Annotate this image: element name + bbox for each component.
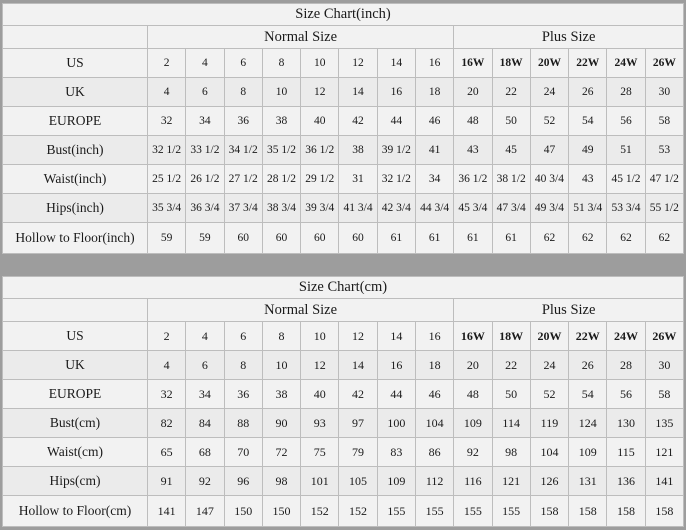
cell: 65 [148, 438, 186, 467]
cell: 62 [607, 223, 645, 254]
size-chart-cm-table [2, 276, 684, 527]
table-row [3, 467, 684, 496]
cell: 31 [339, 165, 377, 194]
cell: 100 [377, 409, 415, 438]
cell: 152 [339, 496, 377, 527]
cell: 45 1/2 [607, 165, 645, 194]
group-row-corner [3, 26, 148, 49]
cell: 6 [224, 322, 262, 351]
cell: 58 [645, 380, 683, 409]
cell: 62 [530, 223, 568, 254]
cell: 24W [607, 322, 645, 351]
cell: 44 3/4 [415, 194, 453, 223]
cell: 62 [645, 223, 683, 254]
cell: 4 [148, 78, 186, 107]
cell: 40 [301, 380, 339, 409]
group-row-corner [3, 299, 148, 322]
cell: 22 [492, 78, 530, 107]
cell: 75 [301, 438, 339, 467]
table-row [3, 351, 684, 380]
row-label: US [3, 49, 148, 78]
table-row [3, 223, 684, 254]
cell: 16 [377, 78, 415, 107]
row-label: Bust(inch) [3, 136, 148, 165]
cell: 135 [645, 409, 683, 438]
table-row [3, 165, 684, 194]
cell: 25 1/2 [148, 165, 186, 194]
cell: 35 1/2 [262, 136, 300, 165]
cell: 109 [377, 467, 415, 496]
table-title-row [3, 277, 684, 299]
table-row [3, 136, 684, 165]
cell: 26W [645, 322, 683, 351]
cell: 10 [301, 49, 339, 78]
cell: 32 [148, 380, 186, 409]
cell: 121 [492, 467, 530, 496]
cell: 54 [569, 380, 607, 409]
cell: 61 [415, 223, 453, 254]
cell: 18W [492, 49, 530, 78]
cell: 93 [301, 409, 339, 438]
cell: 61 [492, 223, 530, 254]
table-row [3, 409, 684, 438]
cell: 6 [224, 49, 262, 78]
cell: 44 [377, 107, 415, 136]
cell: 90 [262, 409, 300, 438]
row-label: Hollow to Floor(inch) [3, 223, 148, 254]
cell: 26W [645, 49, 683, 78]
cell: 35 3/4 [148, 194, 186, 223]
cell: 119 [530, 409, 568, 438]
cell: 36 1/2 [454, 165, 492, 194]
row-label: EUROPE [3, 380, 148, 409]
cell: 10 [262, 351, 300, 380]
cell: 42 3/4 [377, 194, 415, 223]
cell: 16 [415, 49, 453, 78]
chart-title: Size Chart(cm) [3, 277, 684, 299]
cell: 2 [148, 49, 186, 78]
cell: 50 [492, 380, 530, 409]
cell: 6 [186, 351, 224, 380]
cell: 49 3/4 [530, 194, 568, 223]
cell: 43 [569, 165, 607, 194]
cell: 28 [607, 78, 645, 107]
cell: 62 [569, 223, 607, 254]
cell: 104 [415, 409, 453, 438]
cell: 97 [339, 409, 377, 438]
cell: 4 [186, 322, 224, 351]
cell: 12 [301, 78, 339, 107]
cell: 136 [607, 467, 645, 496]
cell: 109 [569, 438, 607, 467]
cell: 92 [454, 438, 492, 467]
size-chart-inch-block [2, 3, 684, 254]
cell: 60 [301, 223, 339, 254]
cell: 126 [530, 467, 568, 496]
cell: 14 [377, 322, 415, 351]
cell: 22W [569, 322, 607, 351]
cell: 20W [530, 49, 568, 78]
cell: 39 1/2 [377, 136, 415, 165]
cell: 14 [339, 78, 377, 107]
cell: 16 [377, 351, 415, 380]
cell: 112 [415, 467, 453, 496]
cell: 32 1/2 [148, 136, 186, 165]
cell: 8 [262, 322, 300, 351]
cell: 141 [645, 467, 683, 496]
table-row [3, 49, 684, 78]
cell: 155 [492, 496, 530, 527]
cell: 32 [148, 107, 186, 136]
cell: 39 3/4 [301, 194, 339, 223]
cell: 92 [186, 467, 224, 496]
cell: 59 [186, 223, 224, 254]
cell: 130 [607, 409, 645, 438]
cell: 20W [530, 322, 568, 351]
row-label: Hollow to Floor(cm) [3, 496, 148, 527]
cell: 27 1/2 [224, 165, 262, 194]
group-header-normal-size: Normal Size [148, 299, 454, 322]
table-title-row [3, 4, 684, 26]
cell: 30 [645, 78, 683, 107]
cell: 158 [569, 496, 607, 527]
cell: 101 [301, 467, 339, 496]
cell: 38 [262, 380, 300, 409]
cell: 83 [377, 438, 415, 467]
row-label: Bust(cm) [3, 409, 148, 438]
row-label: EUROPE [3, 107, 148, 136]
table-row [3, 380, 684, 409]
cell: 60 [339, 223, 377, 254]
cell: 150 [224, 496, 262, 527]
row-label: Hips(inch) [3, 194, 148, 223]
size-chart-cm-block [2, 276, 684, 527]
cell: 22 [492, 351, 530, 380]
cell: 54 [569, 107, 607, 136]
cell: 150 [262, 496, 300, 527]
table-group-row [3, 299, 684, 322]
cell: 98 [492, 438, 530, 467]
cell: 37 3/4 [224, 194, 262, 223]
cell: 56 [607, 380, 645, 409]
row-label: UK [3, 351, 148, 380]
cell: 36 1/2 [301, 136, 339, 165]
cell: 124 [569, 409, 607, 438]
cell: 22W [569, 49, 607, 78]
row-label: Waist(cm) [3, 438, 148, 467]
group-header-plus-size: Plus Size [454, 299, 684, 322]
cell: 60 [224, 223, 262, 254]
cell: 29 1/2 [301, 165, 339, 194]
cell: 41 [415, 136, 453, 165]
cell: 53 [645, 136, 683, 165]
cell: 147 [186, 496, 224, 527]
cell: 45 3/4 [454, 194, 492, 223]
cell: 10 [262, 78, 300, 107]
cell: 155 [377, 496, 415, 527]
cell: 26 [569, 78, 607, 107]
cell: 8 [262, 49, 300, 78]
cell: 8 [224, 78, 262, 107]
cell: 28 1/2 [262, 165, 300, 194]
cell: 12 [339, 49, 377, 78]
cell: 104 [530, 438, 568, 467]
cell: 61 [377, 223, 415, 254]
cell: 47 1/2 [645, 165, 683, 194]
cell: 4 [148, 351, 186, 380]
cell: 60 [262, 223, 300, 254]
row-label: UK [3, 78, 148, 107]
cell: 40 [301, 107, 339, 136]
cell: 152 [301, 496, 339, 527]
cell: 61 [454, 223, 492, 254]
cell: 155 [415, 496, 453, 527]
cell: 32 1/2 [377, 165, 415, 194]
cell: 155 [454, 496, 492, 527]
cell: 52 [530, 107, 568, 136]
cell: 6 [186, 78, 224, 107]
cell: 55 1/2 [645, 194, 683, 223]
cell: 70 [224, 438, 262, 467]
cell: 24 [530, 78, 568, 107]
cell: 115 [607, 438, 645, 467]
cell: 34 1/2 [224, 136, 262, 165]
cell: 48 [454, 107, 492, 136]
cell: 105 [339, 467, 377, 496]
cell: 10 [301, 322, 339, 351]
cell: 109 [454, 409, 492, 438]
cell: 48 [454, 380, 492, 409]
group-header-plus-size: Plus Size [454, 26, 684, 49]
cell: 18 [415, 78, 453, 107]
cell: 158 [530, 496, 568, 527]
cell: 12 [339, 322, 377, 351]
cell: 16W [454, 322, 492, 351]
cell: 116 [454, 467, 492, 496]
cell: 16 [415, 322, 453, 351]
table-group-row [3, 26, 684, 49]
cell: 79 [339, 438, 377, 467]
chart-title: Size Chart(inch) [3, 4, 684, 26]
cell: 26 1/2 [186, 165, 224, 194]
cell: 82 [148, 409, 186, 438]
cell: 36 [224, 107, 262, 136]
cell: 24 [530, 351, 568, 380]
cell: 2 [148, 322, 186, 351]
cell: 96 [224, 467, 262, 496]
cell: 42 [339, 380, 377, 409]
cell: 51 3/4 [569, 194, 607, 223]
cell: 72 [262, 438, 300, 467]
cell: 88 [224, 409, 262, 438]
cell: 68 [186, 438, 224, 467]
row-label: Hips(cm) [3, 467, 148, 496]
cell: 52 [530, 380, 568, 409]
cell: 38 1/2 [492, 165, 530, 194]
table-row [3, 194, 684, 223]
cell: 131 [569, 467, 607, 496]
cell: 34 [186, 380, 224, 409]
cell: 36 3/4 [186, 194, 224, 223]
cell: 16W [454, 49, 492, 78]
cell: 58 [645, 107, 683, 136]
cell: 34 [415, 165, 453, 194]
size-chart-inch-table [2, 3, 684, 254]
cell: 46 [415, 107, 453, 136]
cell: 98 [262, 467, 300, 496]
cell: 38 3/4 [262, 194, 300, 223]
table-row [3, 438, 684, 467]
cell: 41 3/4 [339, 194, 377, 223]
cell: 8 [224, 351, 262, 380]
cell: 30 [645, 351, 683, 380]
cell: 18W [492, 322, 530, 351]
cell: 36 [224, 380, 262, 409]
cell: 28 [607, 351, 645, 380]
cell: 20 [454, 78, 492, 107]
cell: 141 [148, 496, 186, 527]
cell: 91 [148, 467, 186, 496]
cell: 14 [339, 351, 377, 380]
cell: 43 [454, 136, 492, 165]
cell: 49 [569, 136, 607, 165]
cell: 26 [569, 351, 607, 380]
cell: 18 [415, 351, 453, 380]
cell: 24W [607, 49, 645, 78]
cell: 50 [492, 107, 530, 136]
row-label: Waist(inch) [3, 165, 148, 194]
cell: 40 3/4 [530, 165, 568, 194]
cell: 45 [492, 136, 530, 165]
cell: 42 [339, 107, 377, 136]
cell: 84 [186, 409, 224, 438]
cell: 86 [415, 438, 453, 467]
cell: 158 [607, 496, 645, 527]
cell: 47 [530, 136, 568, 165]
cell: 114 [492, 409, 530, 438]
table-row [3, 496, 684, 527]
cell: 20 [454, 351, 492, 380]
cell: 56 [607, 107, 645, 136]
cell: 34 [186, 107, 224, 136]
cell: 14 [377, 49, 415, 78]
cell: 59 [148, 223, 186, 254]
cell: 158 [645, 496, 683, 527]
cell: 53 3/4 [607, 194, 645, 223]
row-label: US [3, 322, 148, 351]
cell: 121 [645, 438, 683, 467]
cell: 38 [262, 107, 300, 136]
table-row [3, 78, 684, 107]
cell: 44 [377, 380, 415, 409]
cell: 46 [415, 380, 453, 409]
cell: 38 [339, 136, 377, 165]
cell: 12 [301, 351, 339, 380]
group-header-normal-size: Normal Size [148, 26, 454, 49]
table-row [3, 322, 684, 351]
cell: 51 [607, 136, 645, 165]
cell: 47 3/4 [492, 194, 530, 223]
table-row [3, 107, 684, 136]
cell: 33 1/2 [186, 136, 224, 165]
cell: 4 [186, 49, 224, 78]
